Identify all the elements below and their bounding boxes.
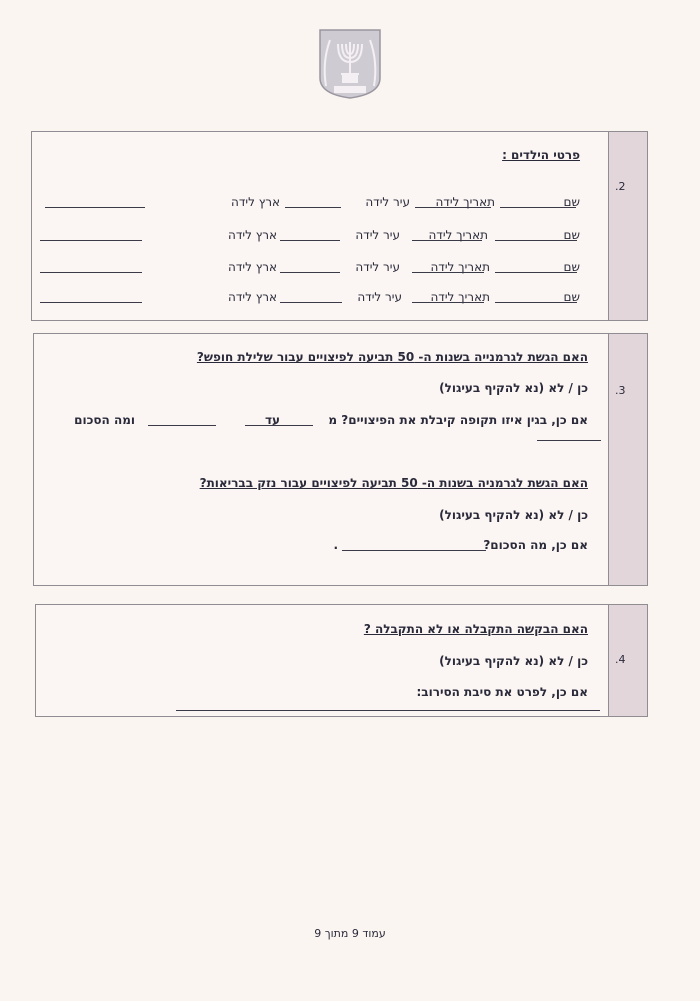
name-label: שם <box>563 260 580 274</box>
question-freedom-compensation: האם הגשת לגרמנייה בשנות ה- 50 תביעה לפיצויים עבור שלילת חופש? <box>196 350 588 364</box>
name-label: שם <box>563 195 580 209</box>
health-amount-question: אם כן, מה הסכום? <box>483 538 588 552</box>
city-field[interactable] <box>285 207 341 208</box>
name-label: שם <box>563 290 580 304</box>
city-label: עיר לידה <box>365 195 410 209</box>
section-number-column <box>608 132 647 320</box>
question-request-accepted: האם הבקשה התקבלה או לא התקבלה ? <box>363 622 588 636</box>
name-field[interactable] <box>495 240 577 241</box>
section-2-title: פרטי הילדים : <box>502 148 580 162</box>
city-label: עיר לידה <box>355 260 400 274</box>
country-label: ארץ לידה <box>231 195 280 209</box>
rejection-reason-label: אם כן, לפרט את סיבת הסירוב: <box>416 685 588 699</box>
amount-field[interactable] <box>537 440 601 441</box>
city-field[interactable] <box>280 240 340 241</box>
period-question: אם כן, בגין איזו תקופה קיבלת את הפיצויים? מ <box>328 413 588 427</box>
question-health-compensation: האם הגשת לגרמניה בשנות ה- 50 תביעה לפיצויים עבור נזק בבריאות? <box>199 476 588 490</box>
dob-label: תאריך לידה <box>435 195 495 209</box>
until-label: עד <box>264 413 280 427</box>
name-field[interactable] <box>495 302 577 303</box>
country-field[interactable] <box>40 302 142 303</box>
city-label: עיר לידה <box>355 228 400 242</box>
dob-label: תאריך לידה <box>430 290 490 304</box>
country-label: ארץ לידה <box>228 260 277 274</box>
health-amount-field[interactable] <box>342 550 486 551</box>
answer-yes-no[interactable]: כן / לא (נא להקיף בעיגול) <box>439 654 588 668</box>
section-number: .3 <box>615 384 626 397</box>
amount-label: ומה הסכום <box>74 413 135 427</box>
country-field[interactable] <box>40 272 142 273</box>
answer-yes-no[interactable]: כן / לא (נא להקיף בעיגול) <box>439 508 588 522</box>
city-field[interactable] <box>280 272 340 273</box>
dob-field[interactable] <box>415 207 491 208</box>
city-label: עיר לידה <box>357 290 402 304</box>
country-field[interactable] <box>40 240 142 241</box>
page-number: עמוד 9 מתוך 9 <box>314 927 386 940</box>
state-emblem <box>316 28 384 100</box>
dob-label: תאריך לידה <box>430 260 490 274</box>
country-field[interactable] <box>45 207 145 208</box>
rejection-reason-field[interactable] <box>176 710 600 711</box>
name-label: שם <box>563 228 580 242</box>
health-amount-period: . <box>333 538 338 552</box>
name-field[interactable] <box>500 207 576 208</box>
country-label: ארץ לידה <box>228 290 277 304</box>
section-number: .4 <box>615 653 626 666</box>
name-field[interactable] <box>495 272 577 273</box>
dob-field[interactable] <box>412 302 484 303</box>
dob-field[interactable] <box>412 272 484 273</box>
city-field[interactable] <box>280 302 342 303</box>
dob-field[interactable] <box>412 240 482 241</box>
section-number-column <box>608 334 647 585</box>
answer-yes-no[interactable]: כן / לא (נא להקיף בעיגול) <box>439 381 588 395</box>
section-number: .2 <box>615 180 626 193</box>
dob-label: תאריך לידה <box>428 228 488 242</box>
country-label: ארץ לידה <box>228 228 277 242</box>
period-to-field[interactable] <box>148 425 216 426</box>
section-number-column <box>608 605 647 716</box>
